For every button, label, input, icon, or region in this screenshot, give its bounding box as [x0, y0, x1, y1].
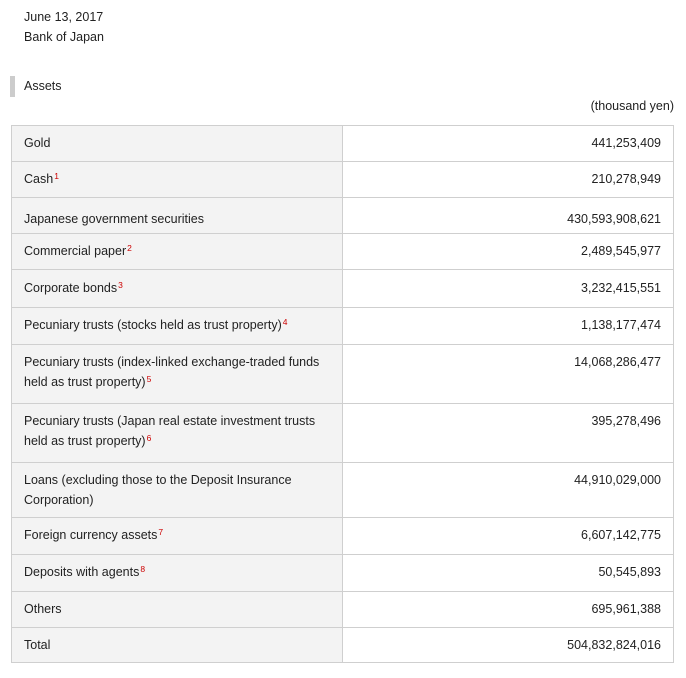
row-label-cell	[12, 592, 343, 628]
table-row	[12, 162, 674, 198]
row-label-cell	[12, 162, 343, 198]
footnote-ref[interactable]: 2	[127, 243, 132, 253]
table-row	[12, 198, 674, 234]
row-label: Pecuniary trusts (stocks held as trust property)	[24, 318, 282, 332]
row-value: 50,545,893	[343, 555, 674, 592]
row-value: 1,138,177,474	[343, 308, 674, 345]
table-row	[12, 126, 674, 162]
row-label-cell	[12, 555, 343, 592]
row-label: Pecuniary trusts (Japan real estate investment trusts held as trust property)	[24, 414, 316, 448]
footnote-ref[interactable]: 4	[282, 317, 288, 327]
row-value: 3,232,415,551	[343, 270, 674, 308]
row-label: Loans (excluding those to the Deposit Insurance Corporation)	[24, 473, 292, 507]
row-label: Pecuniary trusts (index-linked exchange-traded funds held as trust property)	[24, 355, 320, 389]
row-label: Foreign currency assets	[24, 528, 158, 542]
row-label: Cash	[24, 172, 54, 186]
table-row	[12, 592, 674, 628]
table-row	[12, 404, 674, 463]
row-value: 395,278,496	[343, 404, 674, 463]
table-row	[12, 555, 674, 592]
row-value: 695,961,388	[343, 592, 674, 628]
row-label: Commercial paper	[24, 244, 127, 258]
table-row-total	[12, 628, 674, 663]
row-label-cell	[12, 234, 343, 270]
row-label-cell	[12, 345, 343, 404]
row-value: 44,910,029,000	[343, 463, 674, 518]
table-row	[12, 308, 674, 345]
row-value: 14,068,286,477	[343, 345, 674, 404]
table-row	[12, 345, 674, 404]
row-label-cell	[12, 463, 343, 518]
row-value: 430,593,908,621	[343, 198, 674, 234]
institution-name: Bank of Japan	[24, 30, 104, 44]
row-value: 504,832,824,016	[343, 628, 674, 663]
row-label-cell	[12, 198, 343, 234]
row-label-cell	[12, 628, 343, 663]
table-row	[12, 518, 674, 555]
row-label: Corporate bonds	[24, 281, 118, 295]
footnote-ref[interactable]: 6	[146, 433, 152, 443]
row-label: Japanese government securities	[24, 212, 204, 226]
report-header	[24, 7, 104, 47]
footnote-ref[interactable]: 7	[158, 527, 164, 537]
row-value: 6,607,142,775	[343, 518, 674, 555]
unit-label: (thousand yen)	[590, 99, 674, 113]
row-label: Gold	[24, 136, 51, 150]
section-title: Assets	[10, 76, 62, 97]
row-label-cell	[12, 308, 343, 345]
table-row	[12, 270, 674, 308]
footnote-ref[interactable]: 1	[54, 171, 59, 181]
row-value: 2,489,545,977	[343, 234, 674, 270]
footnote-ref[interactable]: 3	[118, 280, 123, 290]
row-label-cell	[12, 270, 343, 308]
table-row	[12, 463, 674, 518]
assets-table-body	[12, 126, 674, 663]
row-label-cell	[12, 404, 343, 463]
report-date: June 13, 2017	[24, 10, 104, 24]
row-label: Deposits with agents	[24, 565, 140, 579]
row-label: Others	[24, 602, 62, 616]
row-label: Total	[24, 638, 51, 652]
row-value: 441,253,409	[343, 126, 674, 162]
row-label-cell	[12, 518, 343, 555]
row-label-cell	[12, 126, 343, 162]
footnote-ref[interactable]: 8	[140, 564, 146, 574]
row-value: 210,278,949	[343, 162, 674, 198]
table-row	[12, 234, 674, 270]
assets-table	[11, 125, 674, 663]
footnote-ref[interactable]: 5	[146, 374, 152, 384]
